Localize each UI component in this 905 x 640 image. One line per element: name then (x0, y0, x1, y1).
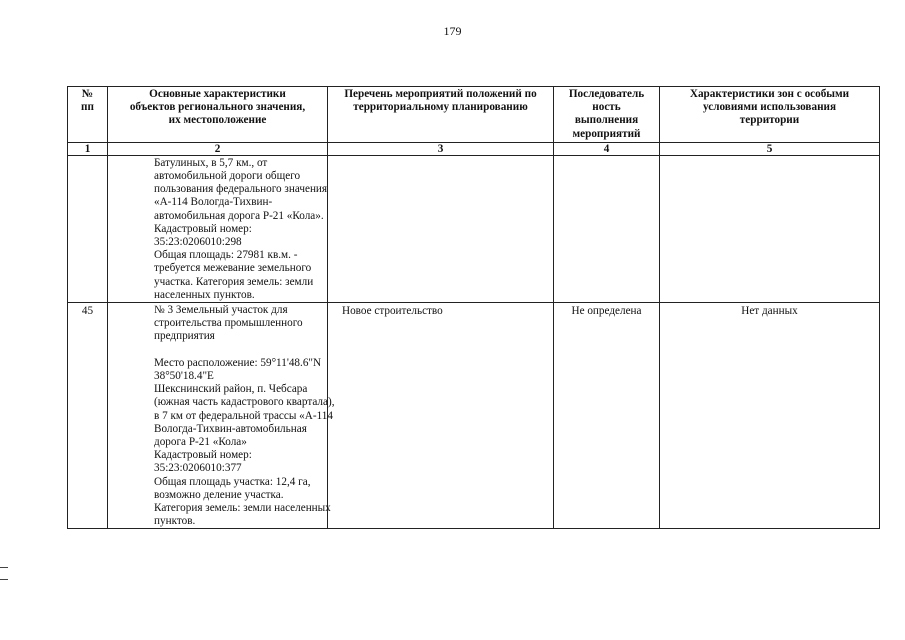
header-special-zones: Характеристики зон с особыми условиями использования территории (660, 87, 880, 143)
description-line: в 7 км от федеральной трассы «А-114 (154, 409, 333, 422)
description-line: Кадастровый номер: (154, 222, 252, 235)
description-line: 35:23:0206010:298 (154, 236, 242, 249)
left-edge-mark (0, 567, 8, 568)
description-line: участка. Категория земель: земли (154, 275, 314, 288)
measures-cell (328, 155, 554, 302)
page-number: 179 (443, 24, 462, 38)
sequence-cell (554, 155, 660, 302)
description-line: требуется межевание земельного (154, 262, 312, 275)
description-line: Категория земель: земли населенных (154, 502, 331, 515)
column-number: 5 (660, 142, 880, 155)
description-line: строительства промышленного (154, 317, 303, 330)
header-row (68, 87, 880, 143)
column-number: 1 (68, 142, 108, 155)
description-line: Шекснинский район, п. Чебсара (154, 383, 308, 396)
description-line: Место расположение: 59°11'48.6"N (154, 356, 322, 369)
description-line: Кадастровый номер: (154, 449, 252, 462)
description-line: автомобильная дорога Р-21 «Кола». (154, 209, 324, 222)
description-line: Общая площадь участка: 12,4 га, (154, 475, 311, 488)
column-number: 4 (554, 142, 660, 155)
description-line: дорога Р-21 «Кола» (154, 436, 247, 449)
row-number-cell (68, 155, 108, 302)
measures-cell: Новое строительство (328, 303, 554, 529)
special-zones-cell (660, 155, 880, 302)
description-line: автомобильной дороги общего (154, 170, 301, 183)
header-number: № пп (68, 87, 108, 143)
table-row (68, 303, 880, 529)
header-execution-sequence: Последователь ность выполнения мероприятий (554, 87, 660, 143)
description-line (154, 344, 323, 357)
planning-table (67, 86, 880, 529)
column-number: 2 (108, 142, 328, 155)
description-line: Вологда-Тихвин-автомобильная (154, 422, 307, 435)
table-row (68, 155, 880, 302)
table-body (68, 155, 880, 529)
description-line: пунктов. (154, 515, 196, 528)
column-number: 3 (328, 142, 554, 155)
description-line: (южная часть кадастрового квартала), (154, 396, 335, 409)
description-line: Общая площадь: 27981 кв.м. - (154, 249, 298, 262)
special-zones-cell: Нет данных (660, 303, 880, 529)
left-edge-mark (0, 579, 8, 580)
description-line: Батулиных, в 5,7 км., от (154, 156, 268, 169)
row-number-cell: 45 (68, 303, 108, 529)
sequence-cell: Не определена (554, 303, 660, 529)
object-description-cell (108, 155, 328, 302)
description-line: № 3 Земельный участок для (154, 304, 288, 317)
description-line: предприятия (154, 330, 215, 343)
description-line: возможно деление участка. (154, 488, 284, 501)
column-number-row (68, 142, 880, 155)
description-line: «А-114 Вологда-Тихвин- (154, 196, 273, 209)
description-line: 38°50'18.4"E (154, 370, 214, 383)
description-line: пользования федерального значения (154, 183, 328, 196)
object-description-cell (108, 303, 335, 529)
header-measures-list: Перечень мероприятий положений по территориальному планированию (328, 87, 554, 143)
description-line: населенных пунктов. (154, 288, 255, 301)
header-object-characteristics: Основные характеристики объектов регионального значения, их местоположение (108, 87, 328, 143)
description-line: 35:23:0206010:377 (154, 462, 242, 475)
